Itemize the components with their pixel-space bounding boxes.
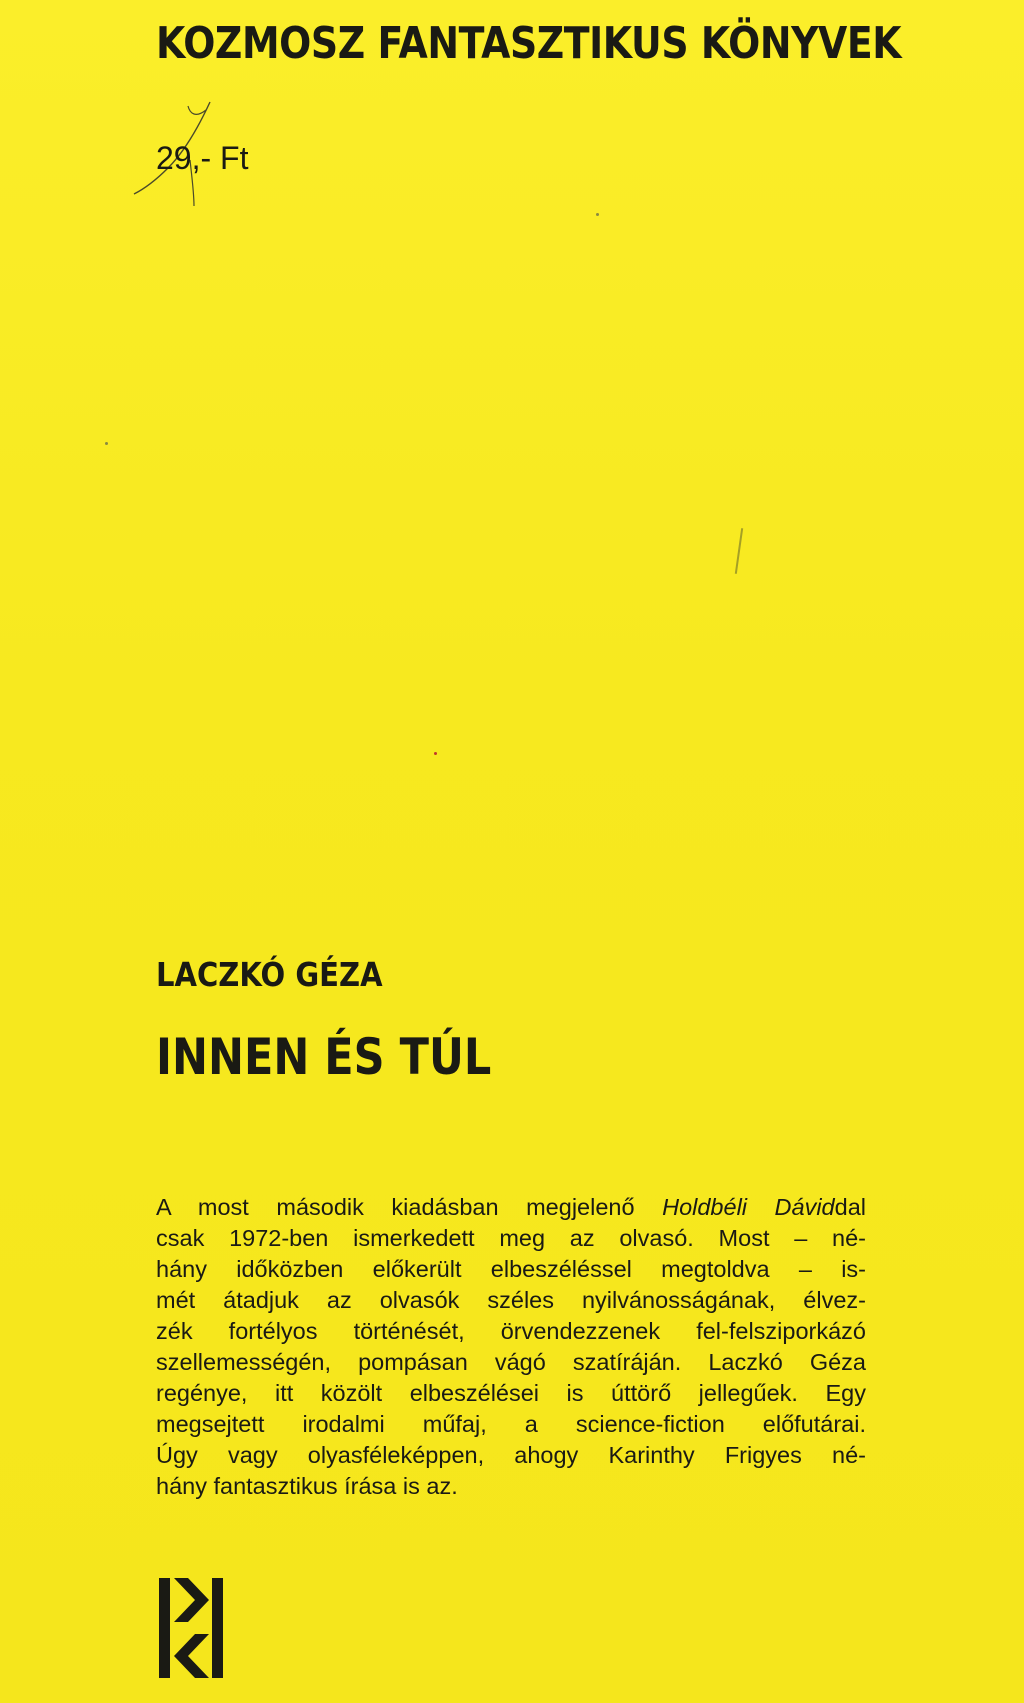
price-label: 29,- Ft [156, 140, 249, 176]
blurb-line: zék fortélyos történését, örvendezzenek fel-felsziporkázó [156, 1318, 866, 1344]
blurb-line: megsejtett irodalmi műfaj, a science-fiction előfutárai. [156, 1411, 866, 1437]
series-title: KOZMOSZ FANTASZTIKUS KÖNYVEK [156, 18, 902, 69]
blurb-text [156, 1192, 866, 1502]
blurb-line: hány fantasztikus írása is az. [156, 1473, 458, 1499]
author-name: LACZKÓ GÉZA [156, 955, 383, 994]
publisher-logo-icon [157, 1578, 225, 1678]
blurb-line: Úgy vagy olyasféleképpen, ahogy Karinthy Frigyes né- [156, 1442, 866, 1468]
blurb-line: hány időközben előkerült elbeszéléssel megtoldva – is- [156, 1256, 866, 1282]
print-scratch [735, 528, 743, 574]
print-speck [105, 442, 108, 445]
blurb-line: mét átadjuk az olvasók széles nyilvánosságának, élvez- [156, 1287, 866, 1313]
print-speck [434, 752, 437, 755]
print-speck [596, 213, 599, 216]
blurb-line: csak 1972-ben ismerkedett meg az olvasó. Most – né- [156, 1225, 866, 1251]
blurb-line: A most második kiadásban megjelenő Holdbéli Dáviddal [156, 1194, 867, 1220]
blurb-line: regénye, itt közölt elbeszélései is úttörő jellegűek. Egy [156, 1380, 866, 1406]
blurb-line: szellemességén, pompásan vágó szatíráján. Laczkó Géza [156, 1349, 866, 1375]
book-title: INNEN ÉS TÚL [156, 1028, 492, 1086]
